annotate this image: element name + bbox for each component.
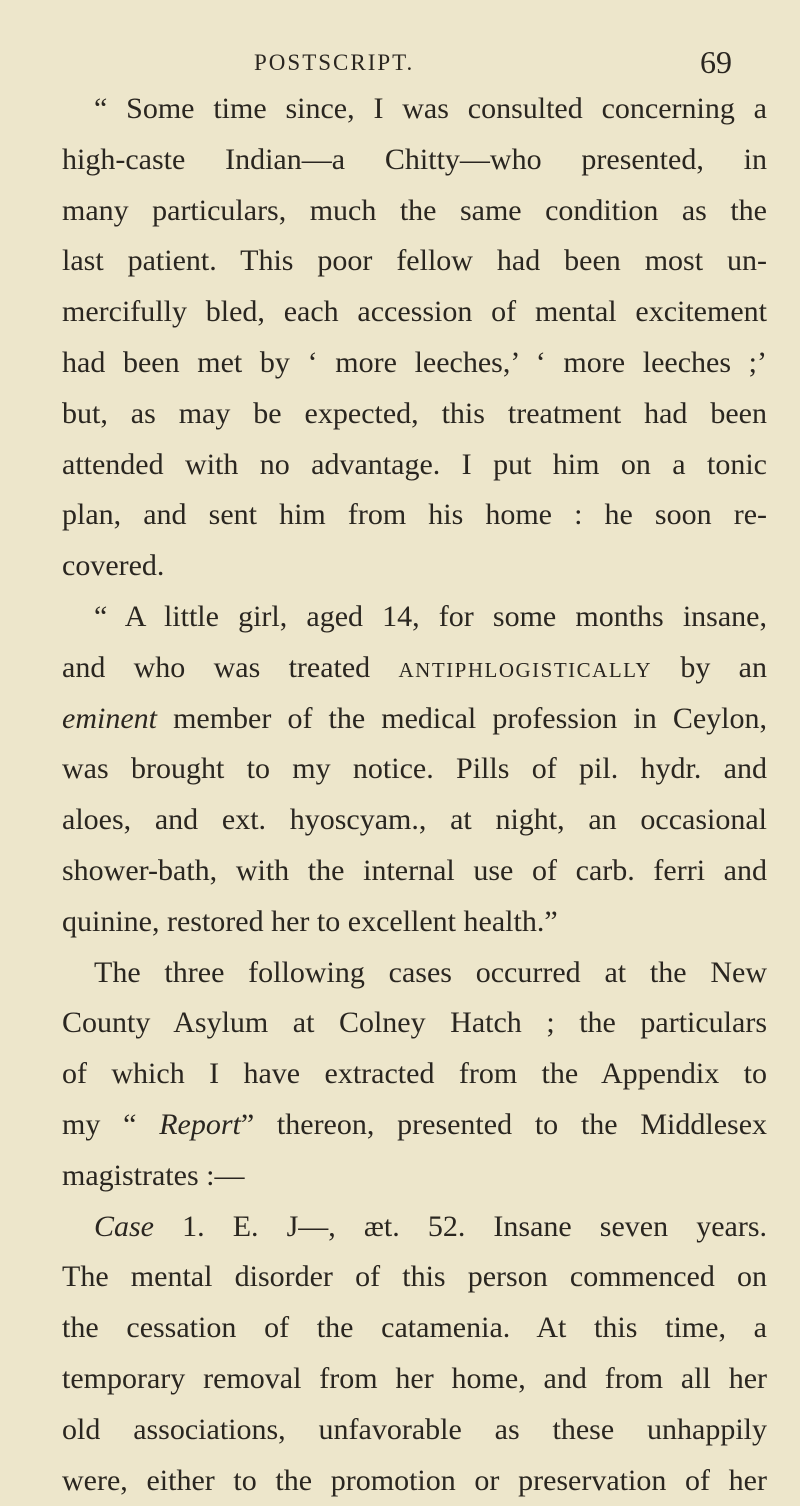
text-line [62, 592, 767, 643]
italic-word: eminent [62, 701, 157, 735]
body-text [62, 84, 767, 1506]
text-line: of which I have extracted from the Appendix to [62, 1057, 767, 1091]
text-line: quinine, restored her to excellent health.” [62, 904, 558, 938]
text-line: “ Some time since, I was consulted concerning a [94, 92, 767, 125]
text-line: high-caste Indian—a Chitty—who presented, in [62, 142, 767, 176]
text-line: attended with no advantage. I put him on a tonic [62, 447, 767, 481]
text-line: magistrates :— [62, 1158, 245, 1192]
text-line: last patient. This poor fellow had been most un- [62, 244, 767, 278]
text-line: The three following cases occurred at the New [94, 955, 767, 989]
italic-word: Report [159, 1107, 241, 1141]
text-line: County Asylum at Colney Hatch ; the particulars [62, 1006, 767, 1040]
text-line: The mental disorder of this person commenced on [62, 1260, 767, 1294]
text-line [62, 643, 767, 694]
running-head: POSTSCRIPT. [254, 50, 415, 75]
text-line: were, either to the promotion or preservation of her [62, 1463, 767, 1497]
small-caps-term: antiphlogistically [398, 650, 653, 684]
text-run: member of the medical profession in Ceylon, [156, 701, 767, 735]
text-line: had been met by ‘ more leeches,’ ‘ more leeches ;’ [62, 345, 767, 379]
text-line: temporary removal from her home, and from all her [62, 1361, 767, 1395]
italic-word: Case [94, 1209, 154, 1243]
text-line: but, as may be expected, this treatment had been [62, 396, 767, 430]
text-run: my “ [62, 1107, 160, 1141]
text-run: “ A little girl, aged 14, for some months insane, [94, 599, 767, 633]
text-line: aloes, and ext. hyoscyam., at night, an occasional [62, 803, 767, 837]
page-number: 69 [700, 44, 732, 80]
text-run: and who was treated [62, 650, 399, 684]
text-line: was brought to my notice. Pills of pil. hydr. and [62, 752, 767, 786]
text-line: old associations, unfavorable as these unhappily [62, 1412, 767, 1446]
text-line: many particulars, much the same condition as the [62, 193, 767, 227]
text-line: mercifully bled, each accession of mental excitement [62, 295, 767, 329]
text-line: shower-bath, with the internal use of carb. ferri and [62, 853, 767, 887]
text-run: 1. E. J—, æt. 52. Insane seven years. [154, 1209, 767, 1243]
text-line [62, 1202, 767, 1253]
text-run: ” thereon, presented to the Middlesex [240, 1107, 768, 1141]
text-line [62, 1100, 767, 1151]
text-line: covered. [62, 549, 165, 583]
text-line [62, 694, 767, 745]
text-run: by an [652, 650, 767, 684]
text-line: plan, and sent him from his home : he soon re- [62, 498, 767, 532]
text-line: the cessation of the catamenia. At this time, a [62, 1311, 767, 1345]
